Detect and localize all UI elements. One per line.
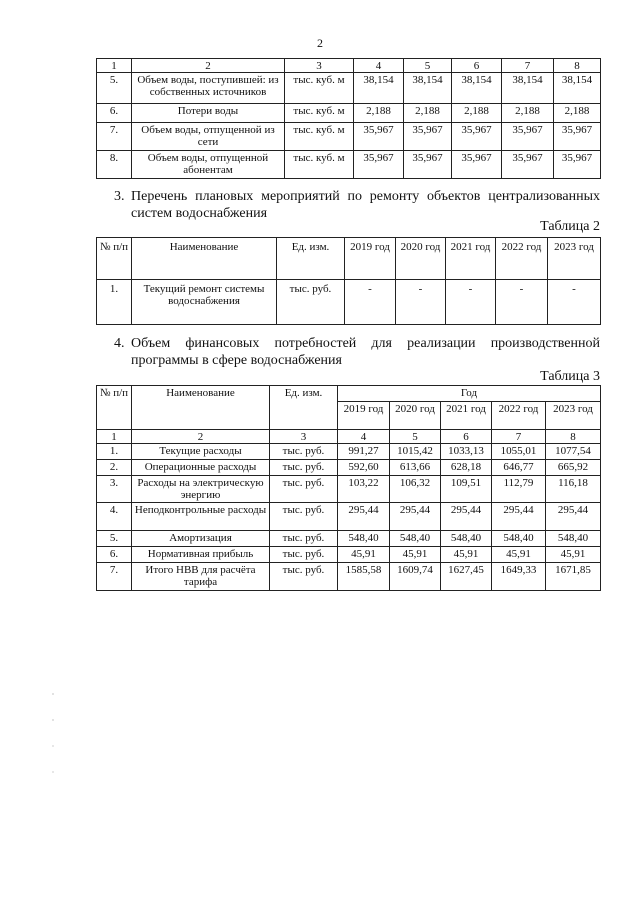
table-row <box>97 280 601 325</box>
row-number: 2. <box>97 460 132 476</box>
row-number: 1. <box>97 280 132 325</box>
row-value: 35,967 <box>354 151 404 179</box>
row-value: 38,154 <box>404 73 452 104</box>
row-value: 1627,45 <box>441 563 492 591</box>
table-row <box>97 73 601 104</box>
section-title: Перечень плановых мероприятий по ремонту объектов централизованных систем водоснабжения <box>131 189 600 221</box>
header-cell: 6 <box>452 59 502 73</box>
table-row <box>97 151 601 179</box>
row-value: 35,967 <box>502 151 554 179</box>
row-value: 35,967 <box>354 123 404 151</box>
header-cell: 6 <box>441 430 492 444</box>
row-value: 35,967 <box>404 151 452 179</box>
row-value: 106,32 <box>390 476 441 503</box>
financial-needs-table <box>96 385 601 591</box>
row-number: 1. <box>97 444 132 460</box>
row-number: 7. <box>97 563 132 591</box>
row-value: 295,44 <box>338 503 390 531</box>
row-name: Объем воды, отпущенной абонентам <box>132 151 285 179</box>
row-number: 5. <box>97 73 132 104</box>
section-number: 4. <box>114 336 125 351</box>
header-cell: 5 <box>404 59 452 73</box>
header-cell: № п/п <box>97 238 132 280</box>
row-value: - <box>396 280 446 325</box>
row-value: 613,66 <box>390 460 441 476</box>
header-cell: 2019 год <box>345 238 396 280</box>
row-value: 295,44 <box>441 503 492 531</box>
section-number: 3. <box>114 189 125 204</box>
header-cell: 4 <box>338 430 390 444</box>
header-year: 2023 год <box>546 402 601 430</box>
row-value: 628,18 <box>441 460 492 476</box>
header-cell: 5 <box>390 430 441 444</box>
header-cell: 2020 год <box>396 238 446 280</box>
page-number: 2 <box>317 36 323 50</box>
row-unit: тыс. куб. м <box>285 104 354 123</box>
section-title: Объем финансовых потребностей для реализации производственной программы в сфере водоснабжения <box>131 336 600 368</box>
row-value: 1671,85 <box>546 563 601 591</box>
row-value: 2,188 <box>452 104 502 123</box>
row-name: Объем воды, отпущенной из сети <box>132 123 285 151</box>
row-unit: тыс. куб. м <box>285 123 354 151</box>
table-row <box>97 460 601 476</box>
row-value: 295,44 <box>546 503 601 531</box>
header-cell: 1 <box>97 59 132 73</box>
header-year: 2021 год <box>441 402 492 430</box>
repair-measures-table <box>96 237 601 325</box>
row-name: Неподконтрольные расходы <box>132 503 270 531</box>
header-cell: 3 <box>270 430 338 444</box>
header-cell: 7 <box>502 59 554 73</box>
row-value: 1609,74 <box>390 563 441 591</box>
row-name: Операционные расходы <box>132 460 270 476</box>
header-cell: 3 <box>285 59 354 73</box>
table-row <box>97 444 601 460</box>
table-row <box>97 563 601 591</box>
row-name: Итого НВВ для расчёта тарифа <box>132 563 270 591</box>
row-value: 45,91 <box>546 547 601 563</box>
header-cell-year-group: Год <box>338 386 601 402</box>
row-value: 38,154 <box>554 73 601 104</box>
header-cell: 8 <box>554 59 601 73</box>
header-cell: 2021 год <box>446 238 496 280</box>
table-header-row <box>97 59 601 73</box>
header-cell: Ед. изм. <box>270 386 338 430</box>
table-header-row <box>97 386 601 402</box>
row-unit: тыс. руб. <box>270 444 338 460</box>
row-number: 8. <box>97 151 132 179</box>
row-value: 1585,58 <box>338 563 390 591</box>
row-value: 35,967 <box>452 151 502 179</box>
row-value: 2,188 <box>554 104 601 123</box>
row-value: 35,967 <box>452 123 502 151</box>
row-name: Текущие расходы <box>132 444 270 460</box>
row-value: 35,967 <box>502 123 554 151</box>
row-value: 592,60 <box>338 460 390 476</box>
row-value: 35,967 <box>554 151 601 179</box>
row-value: 548,40 <box>441 531 492 547</box>
scan-artifact <box>52 690 54 790</box>
table-2-caption: Таблица 2 <box>540 219 600 234</box>
row-unit: тыс. руб. <box>277 280 345 325</box>
row-value: - <box>548 280 601 325</box>
header-cell: Ед. изм. <box>277 238 345 280</box>
row-name: Нормативная прибыль <box>132 547 270 563</box>
row-unit: тыс. руб. <box>270 531 338 547</box>
table-row <box>97 531 601 547</box>
table-row <box>97 104 601 123</box>
row-value: 548,40 <box>338 531 390 547</box>
row-value: - <box>446 280 496 325</box>
row-unit: тыс. руб. <box>270 547 338 563</box>
row-number: 3. <box>97 476 132 503</box>
table-row <box>97 123 601 151</box>
header-cell: 8 <box>546 430 601 444</box>
row-value: 646,77 <box>492 460 546 476</box>
row-value: 109,51 <box>441 476 492 503</box>
row-name: Потери воды <box>132 104 285 123</box>
row-value: 35,967 <box>554 123 601 151</box>
header-cell: 2022 год <box>496 238 548 280</box>
row-name: Текущий ремонт системы водоснабжения <box>132 280 277 325</box>
table-header-row <box>97 430 601 444</box>
row-name: Расходы на электрическую энергию <box>132 476 270 503</box>
row-value: 45,91 <box>338 547 390 563</box>
section-4-heading <box>96 335 600 371</box>
row-value: 548,40 <box>390 531 441 547</box>
row-value: 45,91 <box>441 547 492 563</box>
header-cell: Наименование <box>132 238 277 280</box>
header-cell: 4 <box>354 59 404 73</box>
row-value: 1077,54 <box>546 444 601 460</box>
table-header-row <box>97 238 601 280</box>
header-cell: 1 <box>97 430 132 444</box>
row-value: 2,188 <box>404 104 452 123</box>
header-cell: 7 <box>492 430 546 444</box>
row-value: 112,79 <box>492 476 546 503</box>
row-number: 4. <box>97 503 132 531</box>
row-value: 1015,42 <box>390 444 441 460</box>
row-value: 295,44 <box>492 503 546 531</box>
row-value: - <box>496 280 548 325</box>
row-value: 665,92 <box>546 460 601 476</box>
row-value: 1033,13 <box>441 444 492 460</box>
header-year: 2020 год <box>390 402 441 430</box>
row-value: 2,188 <box>502 104 554 123</box>
row-value: 116,18 <box>546 476 601 503</box>
row-value: 295,44 <box>390 503 441 531</box>
row-value: 2,188 <box>354 104 404 123</box>
row-number: 6. <box>97 547 132 563</box>
row-value: 45,91 <box>492 547 546 563</box>
row-unit: тыс. руб. <box>270 460 338 476</box>
row-number: 5. <box>97 531 132 547</box>
header-year: 2019 год <box>338 402 390 430</box>
row-value: 35,967 <box>404 123 452 151</box>
row-value: 38,154 <box>354 73 404 104</box>
row-name: Амортизация <box>132 531 270 547</box>
row-unit: тыс. руб. <box>270 503 338 531</box>
row-unit: тыс. куб. м <box>285 151 354 179</box>
row-value: - <box>345 280 396 325</box>
row-unit: тыс. куб. м <box>285 73 354 104</box>
row-value: 103,22 <box>338 476 390 503</box>
header-cell: Наименование <box>132 386 270 430</box>
table-3-caption: Таблица 3 <box>540 369 600 384</box>
header-cell: 2 <box>132 430 270 444</box>
row-value: 548,40 <box>492 531 546 547</box>
row-value: 548,40 <box>546 531 601 547</box>
header-year: 2022 год <box>492 402 546 430</box>
table-row <box>97 547 601 563</box>
row-value: 1055,01 <box>492 444 546 460</box>
row-number: 6. <box>97 104 132 123</box>
header-cell: 2 <box>132 59 285 73</box>
table-row <box>97 503 601 531</box>
row-name: Объем воды, поступившей: из собственных источников <box>132 73 285 104</box>
row-unit: тыс. руб. <box>270 476 338 503</box>
row-number: 7. <box>97 123 132 151</box>
row-value: 38,154 <box>502 73 554 104</box>
header-cell: 2023 год <box>548 238 601 280</box>
row-value: 38,154 <box>452 73 502 104</box>
table-row <box>97 476 601 503</box>
header-cell: № п/п <box>97 386 132 430</box>
row-value: 45,91 <box>390 547 441 563</box>
row-unit: тыс. руб. <box>270 563 338 591</box>
row-value: 991,27 <box>338 444 390 460</box>
water-balance-table <box>96 58 601 179</box>
row-value: 1649,33 <box>492 563 546 591</box>
section-3-heading <box>96 188 600 224</box>
